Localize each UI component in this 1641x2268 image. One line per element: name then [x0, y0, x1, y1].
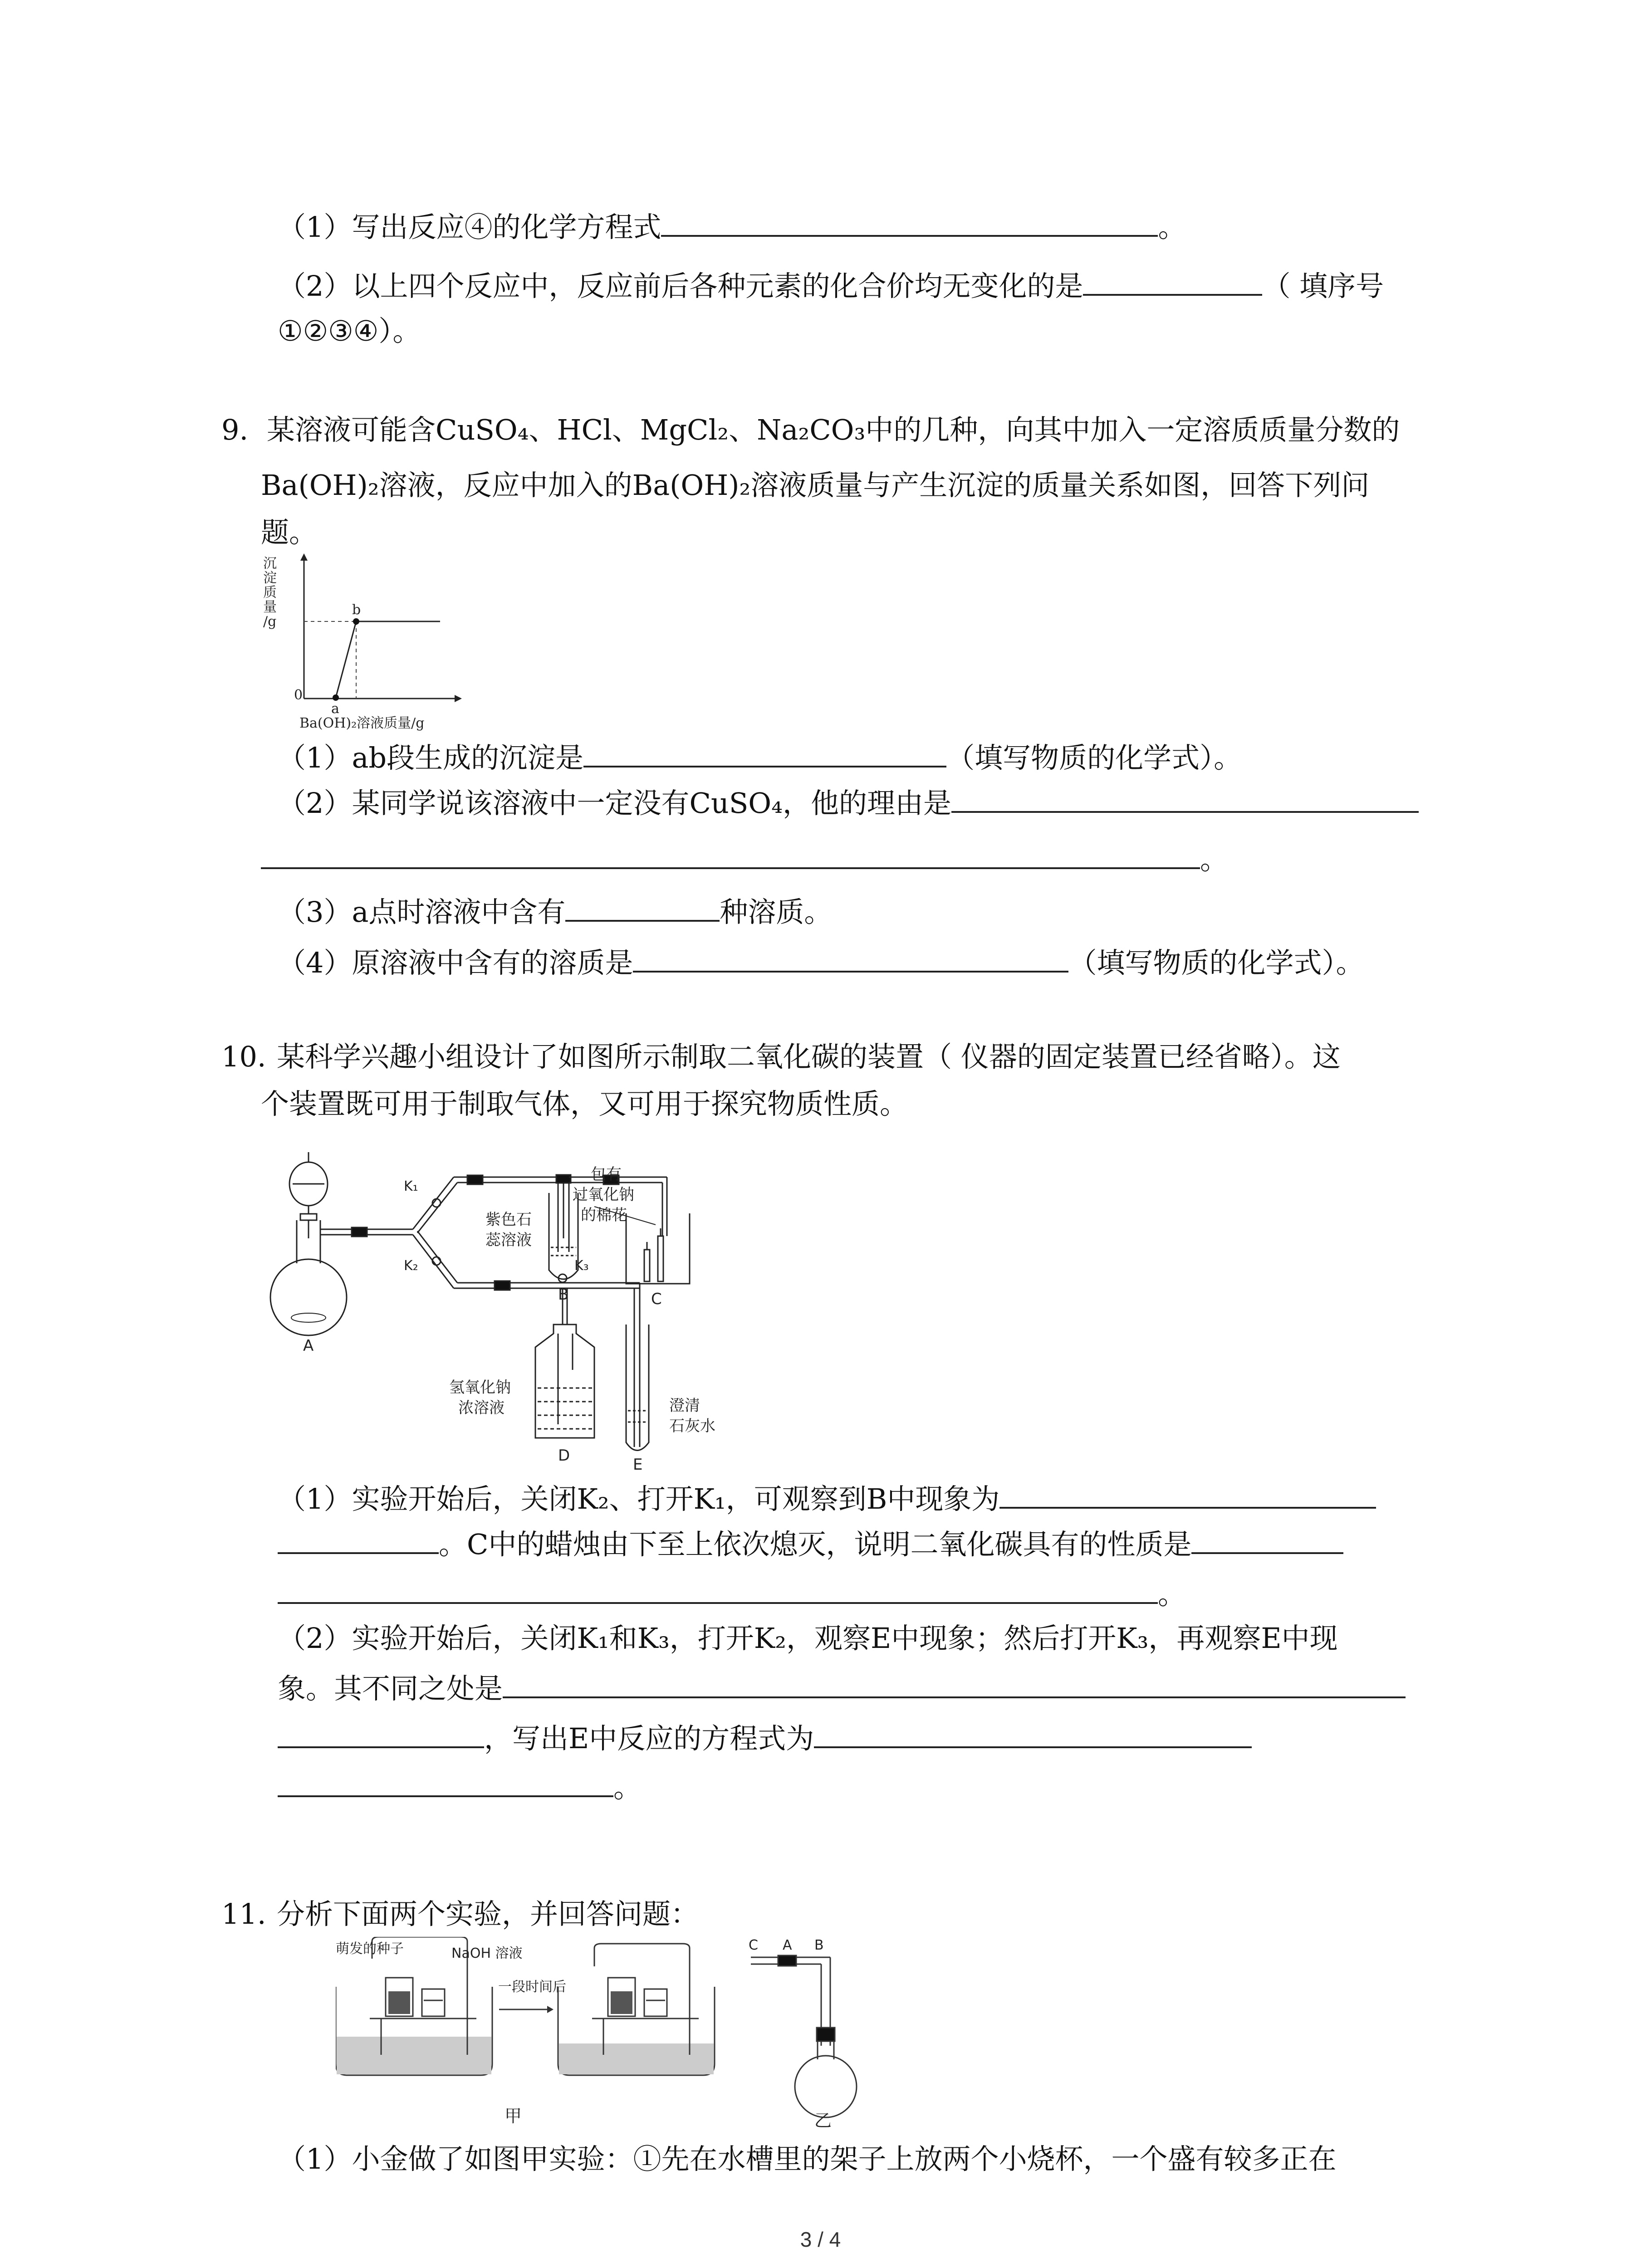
q11-label-yi: 乙 [814, 2111, 832, 2127]
q10-sub1-line2: 。C中的蜡烛由下至上依次熄灭，说明二氧化碳具有的性质是 [278, 1525, 1343, 1563]
q9-graph-ylabel-2: 淀 [263, 570, 277, 586]
q11-figures [336, 1937, 1016, 2127]
apparatus-a [270, 1152, 347, 1335]
q9-sub2-cont: 。 [261, 840, 1228, 878]
q11-arrow-label: 一段时间后 [498, 1979, 566, 1995]
q9-sub4: （4）原溶液中含有的溶质是 （填写物质的化学式）。 [278, 943, 1364, 981]
q9-graph-point-b [353, 618, 359, 625]
q10-sub1-line3: 。 [278, 1575, 1186, 1613]
q11-label-a: A [783, 1937, 792, 1953]
apparatus-yi [751, 1955, 857, 2117]
label-b-text1: 紫色石 [485, 1211, 532, 1229]
q9-sub3: （3）a点时溶液中含有 种溶质。 [278, 893, 832, 930]
q9-stem-line1: 某溶液可能含CuSO₄、HCl、MgCl₂、Na₂CO₃中的几种，向其中加入一定溶质质量分数的 [267, 413, 1400, 446]
q10-number: 10. [221, 1040, 266, 1073]
q9-sub4-blank[interactable] [633, 943, 1068, 973]
q10-sub1-blank[interactable] [999, 1480, 1376, 1509]
label-d-text2: 浓溶液 [458, 1399, 505, 1417]
q10-sub2-line1: （2）实验开始后，关闭K₁和K₃，打开K₂，观察E中现象；然后打开K₃，再观察E中现 [278, 1622, 1338, 1655]
q9-stem-line2: Ba(OH)₂溶液，反应中加入的Ba(OH)₂溶液质量与产生沉淀的质量关系如图，回答下列问 [261, 469, 1370, 502]
q11-label-b: B [814, 1937, 824, 1953]
q8-sub1-text: （1）写出反应④的化学方程式 [278, 210, 661, 244]
q10-sub2-line4: 。 [278, 1768, 642, 1806]
label-c-text1: 包有 [591, 1165, 622, 1183]
q9-graph-ylabel-1: 沉 [263, 556, 277, 572]
q11-sub1: （1）小金做了如图甲实验：①先在水槽里的架子上放两个小烧杯，一个盛有较多正在 [278, 2142, 1337, 2175]
label-a: A [303, 1337, 314, 1355]
apparatus-e [626, 1283, 649, 1451]
q9-number: 9. [221, 413, 249, 446]
q10-stem-line2: 个装置既可用于制取气体，又可用于探究物质性质。 [261, 1087, 908, 1120]
q9-graph-point-a [333, 694, 339, 701]
q9-sub1-blank[interactable] [583, 738, 946, 767]
label-e: E [633, 1456, 643, 1474]
q8-sub1: （1）写出反应④的化学方程式 。 [278, 208, 1186, 245]
q10-sub2-line2: 象。其不同之处是 [278, 1669, 1406, 1707]
q11-label-c: C [749, 1937, 758, 1953]
q10-sub2-blank-2[interactable] [278, 1719, 484, 1748]
q10-apparatus [268, 1134, 776, 1474]
q9-graph-xlabel: Ba(OH)₂溶液质量/g [299, 715, 425, 731]
q10-sub1-blank-4[interactable] [278, 1575, 1158, 1604]
q9-sub3-blank[interactable] [565, 893, 720, 922]
q9-graph-ylabel-3: 质 [263, 585, 277, 601]
q9-graph-ab-segment [336, 621, 356, 698]
label-k1: K₁ [404, 1178, 418, 1194]
q9-graph-origin: 0 [294, 687, 303, 703]
q8-sub2-text: （2）以上四个反应中，反应前后各种元素的化合价均无变化的是 [278, 269, 1083, 303]
q10-sub2-blank-4[interactable] [278, 1768, 613, 1797]
q9-graph-label-b: b [352, 602, 361, 618]
q10-stem-line1: 某科学兴趣小组设计了如图所示制取二氧化碳的装置（ 仪器的固定装置已经省略）。这 [277, 1040, 1341, 1073]
q11-label-jia: 甲 [505, 2106, 522, 2126]
q8-sub2-cont: ①②③④）。 [278, 314, 421, 347]
q9-graph-label-a: a [331, 701, 339, 717]
q9-graph-ylabel-4: 量 [263, 599, 277, 615]
q9-graph-ylabel-5: /g [263, 614, 277, 630]
q8-sub2-blank[interactable] [1083, 267, 1262, 296]
label-e-text2: 石灰水 [669, 1417, 715, 1435]
q9-sub2: （2）某同学说该溶液中一定没有CuSO₄，他的理由是 [278, 784, 1419, 821]
label-e-text1: 澄清 [669, 1397, 700, 1415]
q10-sub1-blank-2[interactable] [278, 1525, 439, 1554]
q11-seed-label: 萌发的种子 [336, 1941, 404, 1957]
label-b: B [558, 1286, 569, 1304]
q9-graph [259, 553, 495, 735]
q11-stem-line1: 分析下面两个实验，并回答问题： [277, 1897, 699, 1931]
label-k3: K₃ [574, 1258, 589, 1274]
q11-naoh-label: NaOH 溶液 [451, 1945, 523, 1961]
label-d: D [558, 1447, 570, 1465]
q9-sub2-blank-2[interactable] [261, 840, 1200, 869]
page-number: 3 / 4 [800, 2228, 841, 2251]
q10-sub2-blank[interactable] [503, 1669, 1406, 1698]
label-c: C [651, 1290, 662, 1308]
q10-sub2-blank-3[interactable] [814, 1719, 1252, 1748]
q10-sub1-blank-3[interactable] [1191, 1525, 1343, 1554]
q9-graph-x-arrow [455, 695, 462, 702]
q9-sub2-blank[interactable] [951, 784, 1419, 813]
q9-sub1: （1）ab段生成的沉淀是 （填写物质的化学式）。 [278, 738, 1242, 776]
q11-number: 11. [221, 1897, 266, 1931]
label-b-text2: 蕊溶液 [485, 1231, 532, 1249]
q10-sub2-line3: ，写出E中反应的方程式为 [278, 1719, 1252, 1757]
q9-stem-line3: 题。 [261, 516, 318, 549]
q8-sub2: （2）以上四个反应中，反应前后各种元素的化合价均无变化的是 （ 填序号 [278, 267, 1384, 304]
label-c-text3: 的棉花 [581, 1206, 627, 1224]
label-d-text1: 氢氧化钠 [449, 1378, 511, 1397]
label-c-text2: 过氧化钠 [573, 1186, 634, 1204]
q8-sub1-blank[interactable] [661, 208, 1158, 237]
q10-sub1-line1: （1）实验开始后，关闭K₂、打开K₁，可观察到B中现象为 [278, 1480, 1376, 1517]
trough-2 [558, 1944, 715, 2075]
q9-graph-y-arrow [300, 553, 308, 561]
label-k2: K₂ [404, 1258, 418, 1274]
